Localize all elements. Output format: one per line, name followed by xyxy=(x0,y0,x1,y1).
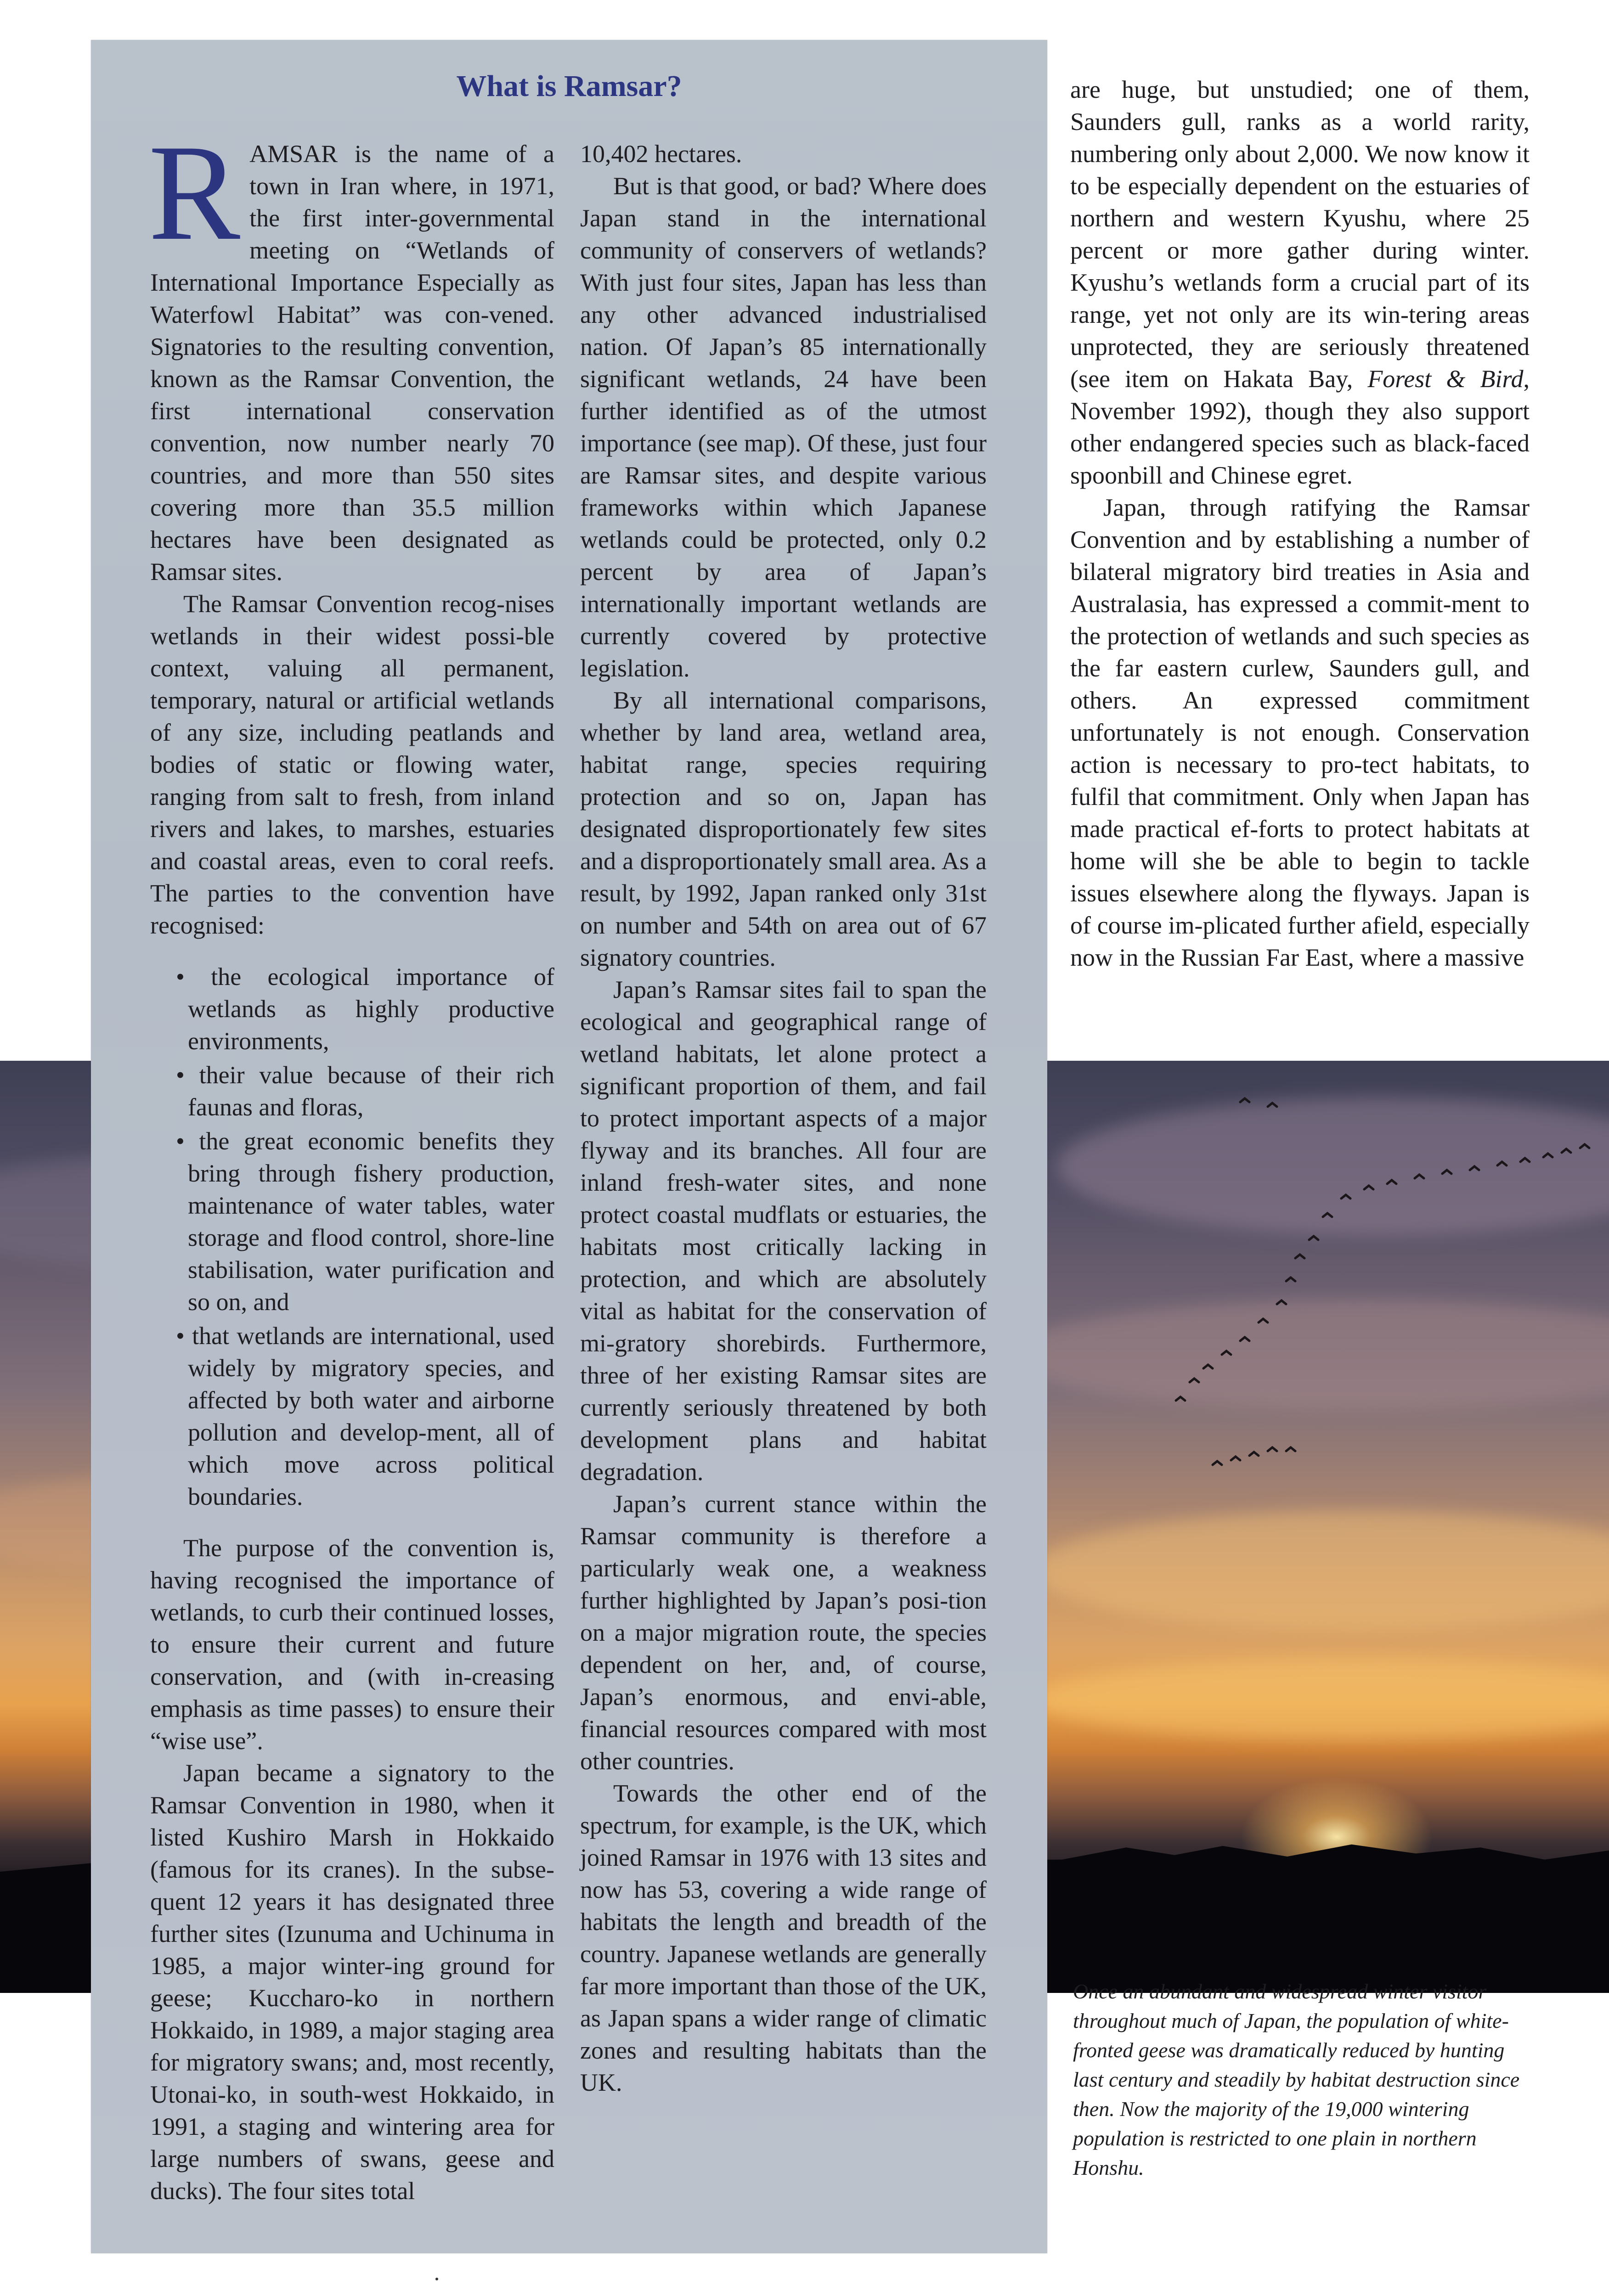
paragraph: But is that good, or bad? Where does Japan stand in the international community of conservers of wetlands? With just four sites, Japan has less than any other advanced industrialised nation. Of Japan’s 85 internationally significant wetlands, 24 have been further identified as of the utmost importance (see map). Of these, just four are Ramsar sites, and despite various frameworks within which Japanese wetlands could be protected, only 0.2 percent by area of Japan’s internationally important wetlands are currently covered by protective legislation. xyxy=(580,172,987,682)
publication-title: Forest & Bird xyxy=(1367,365,1524,393)
column-2 xyxy=(580,138,987,2099)
paragraph: By all international comparisons, whether by land area, wetland area, habitat range, species requiring protection and so on, Japan has designated disproportionately few sites and a disproportionately small area. As a result, by 1992, Japan ranked only 31st on number and 54th on area out of 67 signatory countries. xyxy=(580,687,987,971)
drop-cap: R xyxy=(148,116,241,269)
paragraph: 10,402 hectares. xyxy=(580,140,742,168)
paragraph-text: , November 1992), though they also support other endangered species such as black-faced spoonbill and Chinese egret. xyxy=(1070,365,1530,489)
paragraph: Japan, through ratifying the Ramsar Convention and by establishing a number of bilateral migratory bird treaties in Asia and Australasia, has expressed a commit-ment to the protection of wetlands and such species as the far eastern curlew, Saunders gull, and others. An expressed commitment unfortunately is not enough. Conservation action is necessary to pro-tect habitats, to fulfil that commitment. Only when Japan has made practical ef-forts to protect habitats at home will she be able to begin to tackle issues elsewhere along the flyways. Japan is of course im-plicated further afield, especially now in the Russian Far East, where a massive xyxy=(1070,494,1530,971)
paragraph: Towards the other end of the spectrum, for example, is the UK, which joined Ramsar in 1976 with 13 sites and now has 53, covering a wide range of habitats the length and breadth of the country. Japanese wetlands are generally far more important than those of the UK, as Japan spans a wider range of climatic zones and resulting habitats than the UK. xyxy=(580,1779,987,2096)
paragraph-text: are huge, but unstudied; one of them, Saunders gull, ranks as a world rarity, numbering only about 2,000. We now know it to be especially dependent on the estuaries of northern and western Kyushu, where 25 percent or more gather during winter. Kyushu’s wetlands form a crucial part of its range, yet not only are its win-tering areas unprotected, they are seriously threatened (see item on Hakata Bay, xyxy=(1070,76,1530,393)
paragraph: The purpose of the convention is, having recognised the importance of wetlands, to curb their continued losses, to ensure their current and future conservation, and (with in-creasing emphasis as time passes) to ensure their “wise use”. xyxy=(150,1534,554,1755)
list-item: • their value because of their rich faunas and floras, xyxy=(176,1059,554,1123)
paragraph: Japan’s current stance within the Ramsar community is therefore a particularly weak one, a weakness further highlighted by Japan’s posi-tion on a major migration route, the species dependent on her, and, of course, Japan’s enormous, and envi-able, financial resources compared with most other countries. xyxy=(580,1490,987,1775)
paragraph: Japan became a signatory to the Ramsar Convention in 1980, when it listed Kushiro Marsh in Hokkaido (famous for its cranes). In the subse-quent 12 years it has designated three further sites (Izunuma and Uchinuma in 1985, a major winter-ing ground for geese; Kuccharo-ko in northern Hokkaido, in 1989, a major staging area for migratory swans; and, most recently, Utonai-ko, in south-west Hokkaido, in 1991, a staging and wintering area for large numbers of swans, geese and ducks). The four sites total xyxy=(150,1759,554,2205)
list-item: • that wetlands are international, used widely by migratory species, and affected by both water and airborne pollution and develop-ment, all of which move across political boundaries. xyxy=(176,1320,554,1513)
paragraph xyxy=(1070,73,1530,491)
bullet-list xyxy=(176,961,554,1513)
article-title: What is Ramsar? xyxy=(456,69,682,103)
list-item: • the ecological importance of wetlands as highly productive environments, xyxy=(176,961,554,1057)
paragraph xyxy=(148,116,554,588)
paragraph: The Ramsar Convention recog-nises wetlands in their widest possi-ble context, valuing all permanent, temporary, natural or artificial wetlands of any size, including peatlands and bodies of static or flowing water, ranging from salt to fresh, from inland rivers and lakes, to marshes, estuaries and coastal areas, even to coral reefs. The parties to the convention have recognised: xyxy=(150,590,554,939)
paragraph-text: AMSAR is the name of a town in Iran where, in 1971, the first inter-governmental meeting on “Wetlands of International Importance Especially as Waterfowl Habitat” was con-vened. Signatories to the resulting convention, known as the Ramsar Convention, the first international conservation convention, now number nearly 70 countries, and more than 550 sites covering more than 35.5 million hectares have been designated as Ramsar sites. xyxy=(150,140,554,585)
column-1 xyxy=(148,116,555,2207)
paragraph: Japan’s Ramsar sites fail to span the ecological and geographical range of wetland habitats, let alone protect a significant proportion of them, and fail to protect important aspects of a major flyway and its branches. All four are inland fresh-water sites, and none protect coastal mudflats or estuaries, the habitats most critically lacking in protection, and which are absolutely vital as habitat for the conservation of mi-gratory shorebirds. Furthermore, three of her existing Ramsar sites are currently seriously threatened by both development plans and habitat degradation. xyxy=(580,976,987,1486)
column-3 xyxy=(1070,73,1530,974)
list-item: • the great economic benefits they bring through fishery production, maintenance of water tables, water storage and flood control, shore-line stabilisation, water purification and so on, and xyxy=(176,1125,554,1318)
photo-caption: Once an abundant and widespread winter visitor throughout much of Japan, the population of white-fronted geese was dramatically reduced by hunting last century and steadily by habitat destruction since then. Now the majority of the 19,000 wintering population is restricted to one plain in northern Honshu. xyxy=(1073,1980,1520,2179)
page-mark xyxy=(435,2278,438,2280)
